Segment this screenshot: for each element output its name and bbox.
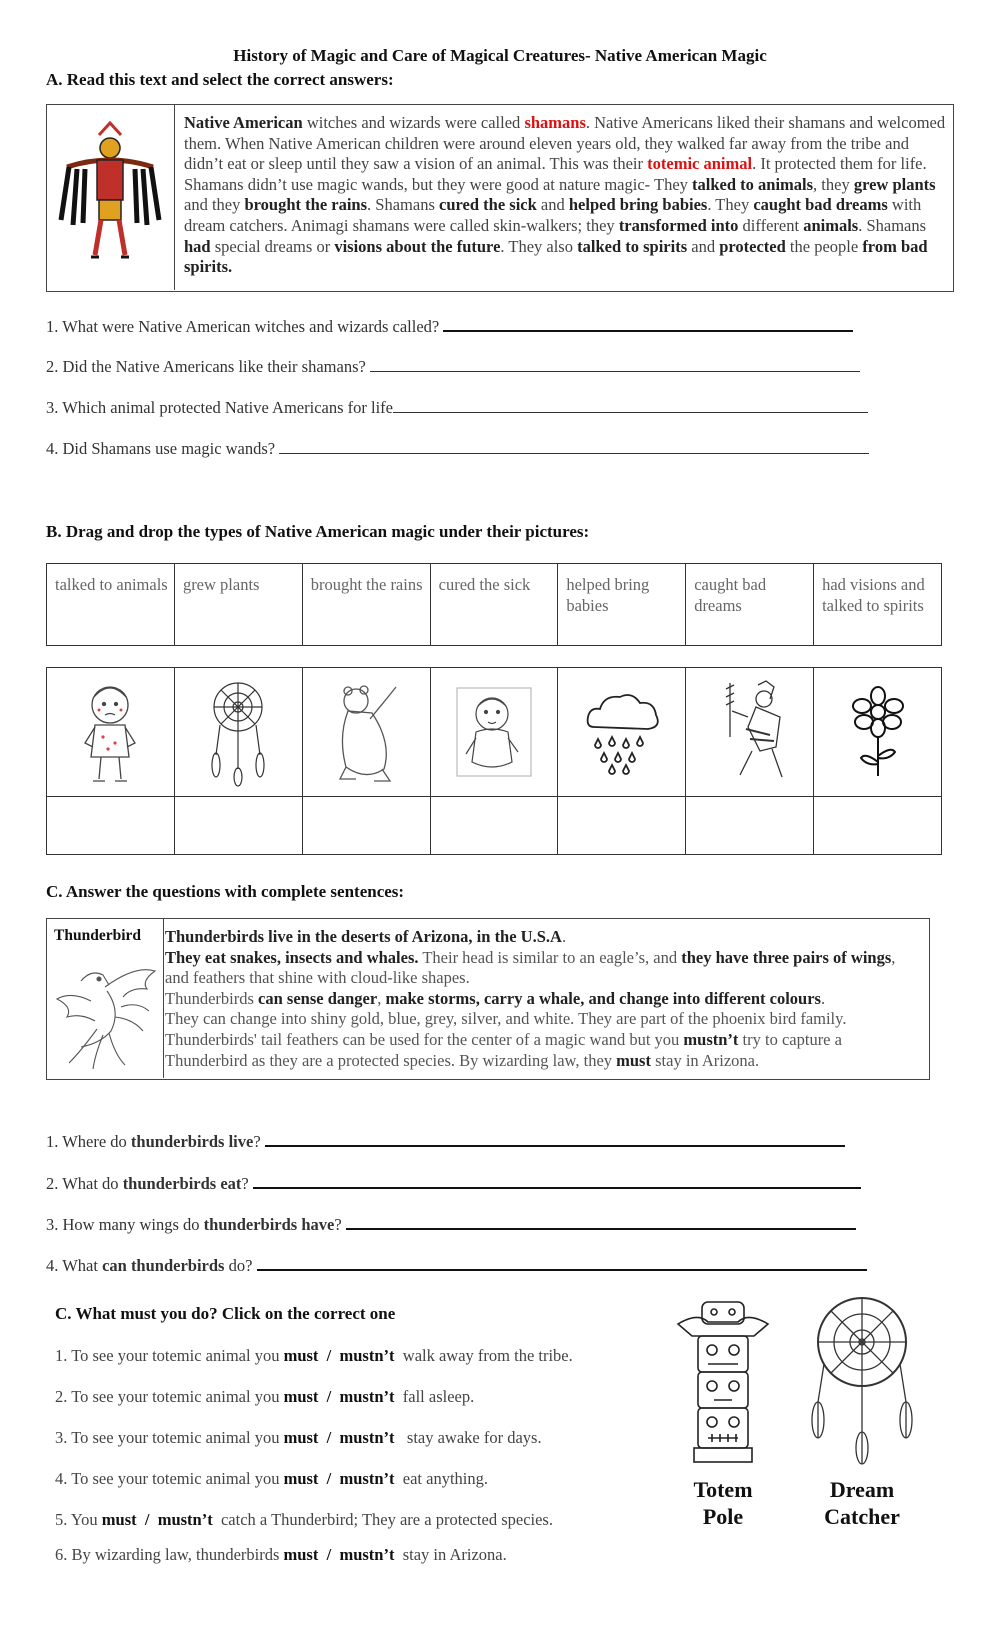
rain-cloud-icon xyxy=(582,687,662,777)
answer-line-c4[interactable] xyxy=(257,1255,867,1271)
must-item-5 xyxy=(55,1510,553,1530)
item-text: 5. You xyxy=(55,1510,102,1529)
totem-pole-caption xyxy=(668,1476,778,1530)
question-c2 xyxy=(46,1173,861,1194)
drag-label-had-visions[interactable] xyxy=(814,564,942,646)
p-text: with dream catchers. Animagi shamans were called skin-walkers; they xyxy=(184,195,922,235)
answer-line-c3[interactable] xyxy=(346,1214,856,1230)
drop-zone-5[interactable] xyxy=(558,797,686,855)
option-separator: / xyxy=(144,1510,150,1529)
p-bold: brought the rains xyxy=(244,195,368,215)
p-text: Thunderbirds xyxy=(165,988,259,1008)
p-bold: they have three pairs of wings xyxy=(681,947,892,967)
must-item-2 xyxy=(55,1387,474,1407)
shaman-picture xyxy=(47,105,175,290)
item-text: 4. To see your totemic animal you xyxy=(55,1469,284,1488)
drag-label-talked-to-animals[interactable] xyxy=(47,564,175,646)
p-text: . They also xyxy=(500,236,578,256)
p-bold: cured the sick xyxy=(439,195,537,215)
thunderbird-title: Thunderbird xyxy=(54,927,142,944)
mustnt-option[interactable]: mustn’t xyxy=(339,1346,395,1365)
picture-rain-cloud xyxy=(558,668,686,797)
mustnt-option[interactable]: mustn’t xyxy=(339,1469,395,1488)
question-text: 4. What xyxy=(46,1256,103,1275)
item-text: fall asleep. xyxy=(402,1387,475,1406)
drop-zone-1[interactable] xyxy=(47,797,175,855)
dream-catcher-large-icon xyxy=(802,1292,922,1470)
p-bold: must xyxy=(616,1050,651,1070)
p-bold: can sense danger xyxy=(258,988,378,1008)
drop-zone-3[interactable] xyxy=(302,797,430,855)
must-option[interactable]: must xyxy=(101,1510,137,1529)
section-a-text-box xyxy=(46,104,954,292)
p-text: . They xyxy=(707,195,754,215)
caption-line: Dream xyxy=(829,1477,895,1502)
p-text: . Native Americans liked their shamans and welcomed them. When Native American children were around eleven years old, they walked far away from the tribe and didn’t eat or sleep until they saw a vision of an animal. This was their xyxy=(184,113,946,174)
p-text: different xyxy=(738,215,804,235)
p-bold: transformed into xyxy=(618,215,739,235)
answer-line-a4[interactable] xyxy=(279,439,869,454)
p-text: special dreams or xyxy=(210,236,335,256)
must-option[interactable]: must xyxy=(283,1545,319,1564)
drag-label-helped-bring-babies[interactable] xyxy=(558,564,686,646)
p-text: , and feathers that shine with cloud-like shapes. xyxy=(165,947,896,988)
must-option[interactable]: must xyxy=(283,1387,319,1406)
picture-dream-catcher xyxy=(174,668,302,797)
question-text: 3. How many wings do xyxy=(46,1215,204,1234)
option-separator: / xyxy=(326,1545,332,1564)
drag-label-brought-the-rains[interactable] xyxy=(302,564,430,646)
drag-label-text: brought the rains xyxy=(310,575,423,594)
p-text: try to capture a Thunderbird as they are a protected species. By wizarding law, they xyxy=(165,1029,842,1070)
totemic-animal-highlight: totemic animal xyxy=(647,154,753,174)
p-bold: make storms, carry a whale, and change into different colours xyxy=(385,988,821,1008)
p-text: and xyxy=(687,236,720,256)
drag-label-text: caught bad dreams xyxy=(694,575,767,615)
question-a3 xyxy=(46,398,868,418)
question-text: 2. What do xyxy=(46,1174,123,1193)
thunderbird-picture-cell xyxy=(47,919,164,1078)
mustnt-option[interactable]: mustn’t xyxy=(157,1510,213,1529)
question-text: do? xyxy=(224,1256,253,1275)
drop-zone-6[interactable] xyxy=(686,797,814,855)
question-c4 xyxy=(46,1255,867,1276)
shamans-highlight: shamans xyxy=(524,113,586,132)
p-text: the people xyxy=(785,236,863,256)
p-text: , they xyxy=(813,174,854,194)
p-bold: from bad spirits. xyxy=(184,236,928,277)
p-text: stay in Arizona. xyxy=(650,1050,760,1070)
drop-zone-2[interactable] xyxy=(174,797,302,855)
item-text: 6. By wizarding law, thunderbirds xyxy=(55,1545,284,1564)
question-bold: thunderbirds eat xyxy=(122,1174,242,1193)
question-text: 1. What were Native American witches and wizards called? xyxy=(46,317,440,336)
answer-line-a1[interactable] xyxy=(443,316,853,332)
mustnt-option[interactable]: mustn’t xyxy=(339,1428,395,1447)
page-title: History of Magic and Care of Magical Creatures- Native American Magic xyxy=(233,46,767,65)
thunderbird-line-1 xyxy=(165,927,921,948)
section-c-heading: C. Answer the questions with complete sentences: xyxy=(46,882,405,901)
p-bold: had xyxy=(184,236,211,256)
option-separator: / xyxy=(326,1469,332,1488)
p-bold: They eat snakes, insects and whales. xyxy=(165,947,419,967)
sick-child-icon xyxy=(75,677,145,787)
picture-flower xyxy=(814,668,942,797)
p-text: . It protected them for life. Shamans didn’t use magic wands, but they were good at nature magic- They xyxy=(184,154,927,194)
picture-baby xyxy=(430,668,558,797)
question-text: ? xyxy=(253,1132,261,1151)
p-text: . Shamans xyxy=(858,215,927,235)
thunderbird-line-4: They can change into shiny gold, blue, grey, silver, and white. They are part of the phoenix bird family. xyxy=(165,1009,847,1029)
picture-sick-child xyxy=(47,668,175,797)
p-text: and they xyxy=(184,195,245,215)
p-text: Thunderbirds' tail feathers can be used for the center of a magic wand but you xyxy=(165,1029,684,1049)
caption-line: Totem xyxy=(693,1477,753,1502)
must-item-3 xyxy=(55,1428,542,1448)
must-option[interactable]: must xyxy=(283,1428,319,1447)
question-text: 3. Which animal protected Native Americans for life xyxy=(46,398,393,417)
thunderbird-icon xyxy=(51,951,161,1071)
p-text: . xyxy=(561,927,567,946)
p-bold: helped bring babies xyxy=(568,195,708,215)
drag-label-text: helped bring babies xyxy=(566,575,650,615)
item-text: stay in Arizona. xyxy=(402,1545,507,1564)
must-item-6 xyxy=(55,1545,507,1565)
picture-bear xyxy=(302,668,430,797)
option-separator: / xyxy=(326,1346,332,1365)
drag-label-cured-the-sick[interactable] xyxy=(430,564,558,646)
p-bold: protected xyxy=(719,236,786,256)
mustnt-option[interactable]: mustn’t xyxy=(339,1387,395,1406)
item-text: walk away from the tribe. xyxy=(402,1346,573,1365)
picture-shaman xyxy=(686,668,814,797)
item-text: eat anything. xyxy=(402,1469,489,1488)
thunderbird-paragraph xyxy=(165,927,921,1071)
drag-labels-table xyxy=(46,563,942,646)
p-text: . Shamans xyxy=(367,195,440,215)
answer-line-a3[interactable] xyxy=(393,398,868,413)
caption-line: Catcher xyxy=(824,1504,900,1529)
caption-line: Pole xyxy=(702,1504,744,1529)
item-text: stay awake for days. xyxy=(402,1428,542,1447)
baby-icon xyxy=(454,682,534,782)
p-bold: talked to spirits xyxy=(577,236,688,256)
option-separator: / xyxy=(326,1387,332,1406)
question-bold: thunderbirds live xyxy=(130,1132,254,1151)
dream-catcher-icon xyxy=(198,677,278,787)
question-text: 1. Where do xyxy=(46,1132,131,1151)
question-c1 xyxy=(46,1131,845,1152)
drop-zone-7[interactable] xyxy=(814,797,942,855)
drag-label-caught-bad-dreams[interactable] xyxy=(686,564,814,646)
dream-catcher-caption xyxy=(802,1476,922,1530)
item-text: 3. To see your totemic animal you xyxy=(55,1428,284,1447)
section-b-heading: B. Drag and drop the types of Native American magic under their pictures: xyxy=(46,522,590,541)
flower-icon xyxy=(843,682,913,782)
question-text: ? xyxy=(241,1174,249,1193)
must-option[interactable]: must xyxy=(283,1469,319,1488)
question-a1 xyxy=(46,316,853,337)
question-bold: can thunderbirds xyxy=(102,1256,225,1275)
thunderbird-box xyxy=(46,918,930,1080)
must-item-4 xyxy=(55,1469,488,1489)
question-a2 xyxy=(46,357,860,377)
p-bold: animals xyxy=(803,215,859,235)
thunderbird-line-3 xyxy=(165,989,921,1010)
question-text: 2. Did the Native Americans like their shamans? xyxy=(46,357,366,376)
drag-label-grew-plants[interactable] xyxy=(174,564,302,646)
drag-label-text: grew plants xyxy=(182,575,260,594)
drag-label-text: had visions and talked to spirits xyxy=(822,575,925,615)
p-bold: Thunderbirds live in the deserts of Arizona, in the U.S.A xyxy=(165,927,562,946)
answer-line-c2[interactable] xyxy=(253,1173,861,1189)
p-bold: caught bad dreams xyxy=(753,195,888,215)
section-d-heading: C. What must you do? Click on the correct one xyxy=(55,1304,396,1323)
shaman-dancer-icon xyxy=(710,677,790,787)
must-item-1 xyxy=(55,1346,573,1366)
question-c3 xyxy=(46,1214,856,1235)
bear-icon xyxy=(326,677,406,787)
question-bold: thunderbirds have xyxy=(203,1215,335,1234)
drag-label-text: cured the sick xyxy=(438,575,531,594)
question-a4 xyxy=(46,439,869,459)
question-text: 4. Did Shamans use magic wands? xyxy=(46,439,276,458)
totem-pole-icon xyxy=(668,1296,778,1466)
p-bold: mustn’t xyxy=(683,1029,739,1049)
p-bold: visions about the future xyxy=(334,236,501,256)
p-bold: talked to animals xyxy=(692,174,814,194)
must-option[interactable]: must xyxy=(283,1346,319,1365)
dream-catcher-picture xyxy=(802,1292,922,1470)
item-text: 2. To see your totemic animal you xyxy=(55,1387,284,1406)
option-separator: / xyxy=(326,1428,332,1447)
p-text: witches and wizards were called xyxy=(302,113,525,132)
drag-label-text: talked to animals xyxy=(55,575,168,594)
item-text: catch a Thunderbird; They are a protected species. xyxy=(220,1510,553,1529)
question-text: ? xyxy=(334,1215,342,1234)
p-bold: Native American xyxy=(184,113,303,132)
picture-drop-table xyxy=(46,667,942,855)
totem-pole-picture xyxy=(668,1296,778,1466)
p-text: Their head is similar to an eagle’s, and xyxy=(418,947,682,967)
drop-zone-4[interactable] xyxy=(430,797,558,855)
thunderbird-line-2 xyxy=(165,948,921,989)
p-text: and xyxy=(536,195,569,215)
section-a-heading: A. Read this text and select the correct answers: xyxy=(46,70,394,89)
p-text: . xyxy=(820,988,826,1008)
p-text: , xyxy=(377,988,386,1008)
p-bold: grew plants xyxy=(853,174,936,194)
answer-line-c1[interactable] xyxy=(265,1131,845,1147)
shaman-icon xyxy=(47,105,174,290)
item-text: 1. To see your totemic animal you xyxy=(55,1346,284,1365)
shaman-paragraph xyxy=(184,113,946,278)
answer-line-a2[interactable] xyxy=(370,357,860,372)
thunderbird-line-5 xyxy=(165,1030,921,1071)
mustnt-option[interactable]: mustn’t xyxy=(339,1545,395,1564)
